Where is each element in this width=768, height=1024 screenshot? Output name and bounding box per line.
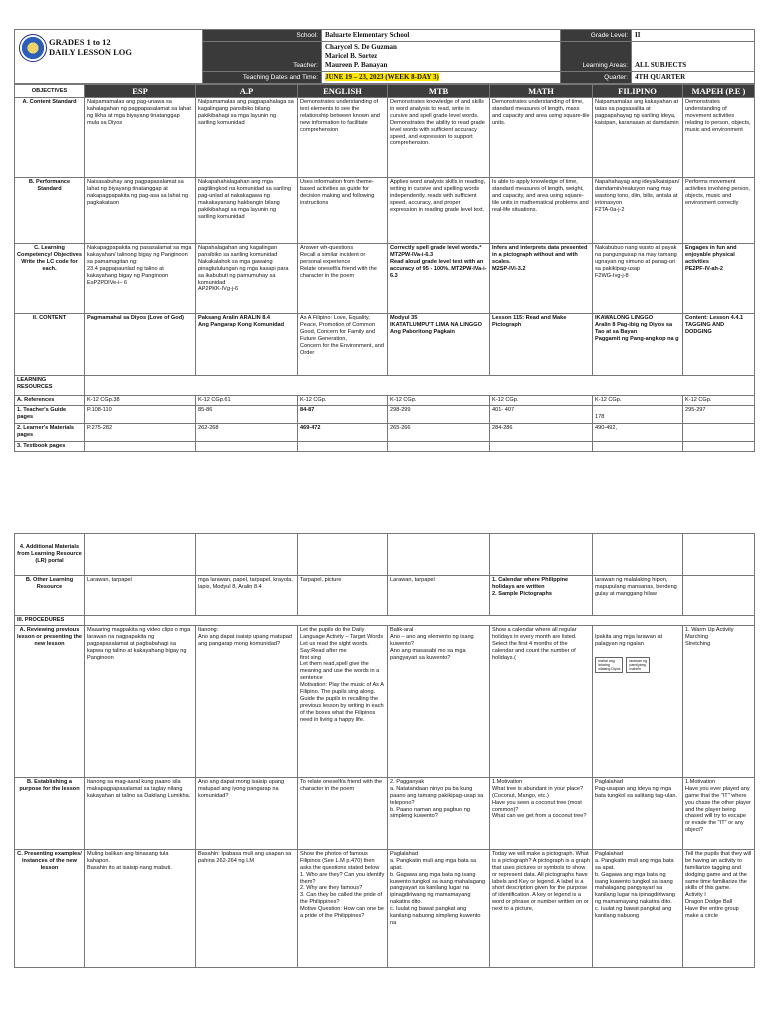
- cell-english: Show the photos of famous Filipinos (See L.M p.470) then asks the questions stated below 1. Who are they? Can you identify them? 2. Why are they famous? 3. Can they be called the pride of the Philippines? Motive Question: How can one be a pride of the Philippines?: [298, 849, 388, 967]
- subject-mtb: MTB: [388, 85, 490, 98]
- cell-filipino: larawan ng malalaking hipon, mapupulang mansanas, berdeng gulay at manggang hilaw: [593, 576, 683, 616]
- row-label: A. Content Standard: [15, 98, 85, 178]
- empty-cell: [85, 376, 755, 396]
- cell-ap: Paksang Aralin ARALIN 8.4 Ang Pangarap Kong Komunidad: [196, 314, 298, 376]
- cell-ap: Naipamamalas ang pagpapahalaga sa kagalingang pansibiko bilang pakikibahagi sa mga layunin ng sariling komunidad: [196, 98, 298, 178]
- quarter-value: 4TH QUARTER: [632, 72, 755, 84]
- cell-mapeh: Engages in fun and enjoyable physical activities PE2PF-IV-ah-2: [683, 244, 755, 314]
- cell-math: Show a calendar where all regular holidays in every month are listed. Select the first 4 months of the calendar and count the number of holidays.(: [490, 625, 593, 777]
- content-row: [15, 314, 755, 376]
- empty-cell: [683, 534, 755, 576]
- procedures-row: [15, 616, 755, 626]
- teachers-guide-row: [15, 405, 755, 423]
- cell-filipino: Paglalahad a. Pangkatin muli ang mga bata sa apat. b. Gagawa ang mga bata ng isang kuwento tungkol sa isang mahalagang pangyayari sa kanilang lugar na ipinagdiriwang ng mamamayang nakatira dito. c. Iuulat ng bawat pangkat ang kanilang nabuong: [593, 849, 683, 967]
- school-value: Baluarte Elementary School: [322, 30, 561, 42]
- row-label: B. Other Learning Resource: [15, 576, 85, 616]
- learning-areas-label: Learning Areas:: [561, 42, 632, 72]
- cell-ap: K-12 CGp.61: [196, 396, 298, 406]
- cell-ap: mga larawan, papel, tarpapel, krayola, lapis, Modyul 8, Aralin 8.4: [196, 576, 298, 616]
- subject-english: ENGLISH: [298, 85, 388, 98]
- cell-esp: Naisasabuhay ang pagpapasalamat sa lahat ng biyayang tinatanggap at nakapagpapakita ng pag-asa sa lahat ng pagkakataon: [85, 178, 196, 244]
- row-label: 4. Additional Materials from Learning Resource (LR) portal: [15, 534, 85, 576]
- cell-mtb: Balik-aral Ano – ano ang elemento ng isang kuwento? Ano ang masasabi mo sa mga pangyayari sa kuwento?: [388, 625, 490, 777]
- subject-header-row: [15, 85, 755, 98]
- empty-cell: [85, 534, 196, 576]
- empty-cell: [490, 441, 593, 451]
- subject-math: MATH: [490, 85, 593, 98]
- row-label: B. Performance Standard: [15, 178, 85, 244]
- cell-esp: Larawan, tarpapel: [85, 576, 196, 616]
- empty-cell: [683, 441, 755, 451]
- cell-filipino: Paglalahad Pag-usapan ang ideya ng mga bata tungkol sa salitang tag-ulan.: [593, 777, 683, 849]
- empty-cell: [593, 441, 683, 451]
- cell-english: To relate oneself/a friend with the character in the poem: [298, 777, 388, 849]
- empty-cell: [388, 441, 490, 451]
- learning-competency-row: [15, 244, 755, 314]
- log-title: GRADES 1 to 12 DAILY LESSON LOG: [49, 37, 132, 57]
- reviewing-row: [15, 625, 755, 777]
- cell-ap: 85-86: [196, 405, 298, 423]
- cell-filipino: K-12 CGp.: [593, 396, 683, 406]
- empty-cell: [298, 534, 388, 576]
- cell-mapeh: Demonstrates understanding of movement activities relating to person, objects, music and environment: [683, 98, 755, 178]
- dates-label: Teaching Dates and Time:: [203, 72, 322, 84]
- empty-cell: [196, 441, 298, 451]
- row-label: A. References: [15, 396, 85, 406]
- cell-ap: 262-268: [196, 423, 298, 441]
- content-standard-row: [15, 98, 755, 178]
- cell-esp: Nakapagpapakita ng pasasalamat sa mga kakayahan/ talinong bigay ng Panginoon sa pamamagitan ng: 23.4 pagpapaunlad ng talino at kakayahang bigay ng Panginoon EsP2PDIVe-i– 6: [85, 244, 196, 314]
- cell-mtb: Applies word analysis skills in reading, writing in cursive and spelling words independently. reads with sufficient speed, accuracy, and proper expression in reading grade level text.: [388, 178, 490, 244]
- cell-math: 1. Calendar where Philippine holidays are written 2. Sample Pictographs: [490, 576, 593, 616]
- cell-filipino: Nakabubuo nang wasto at payak na pangungusap na may tamang ugnayan ng simuno at panag-uri sa pakikipag-usap F2WG-Ivg-j-8: [593, 244, 683, 314]
- cell-mtb: Paglalahad a. Pangkatin muli ang mga bata sa apat. b. Gagawa ang mga bata ng isang kuwento tungkol sa isang mahalagang pangyayari sa kanilang lugar na ipinagdiriwang ng mamamayang nakatira dito. c. Iuulat ng bawat pangkat ang kanilang nabuong simpleng kuwento na: [388, 849, 490, 967]
- cell-mapeh: 1. Warm Up Activity Marching Stretching: [683, 625, 755, 777]
- row-label: LEARNING RESOURCES: [15, 376, 85, 396]
- header-table: [14, 29, 755, 84]
- learning-areas-value: ALL SUBJECTS: [632, 42, 755, 72]
- lesson-table-top: [14, 84, 755, 452]
- cell-filipino: 490-492,: [593, 423, 683, 441]
- deped-seal-icon: [19, 34, 47, 62]
- cell-esp: Maaaring magpakita ng video clips o mga larawan na nagpapakita ng pagpapasalamat at pagbabahagi sa kapwa ng talino at kakayahang bigay ng Panginoon: [85, 625, 196, 777]
- subject-filipino: FILIPINO: [593, 85, 683, 98]
- learning-resources-row: [15, 376, 755, 396]
- establishing-purpose-row: [15, 777, 755, 849]
- objectives-label: OBJECTIVES: [15, 85, 85, 98]
- empty-cell: [298, 441, 388, 451]
- cell-math: 284-286: [490, 423, 593, 441]
- cell-math: Is able to apply knowledge of time, standard measures of length, weight, and capacity, and area using square-tile units in mathematical problems and real-life situations.: [490, 178, 593, 244]
- textbook-pages-row: [15, 441, 755, 451]
- cell-filipino: [593, 625, 683, 777]
- cell-english: 84-87: [298, 405, 388, 423]
- cell-mapeh: 1.Motivation Have you ever played any game that the "IT" where you chase the other player and the player being chased will try to escape or evade the "IT" or any object?: [683, 777, 755, 849]
- cell-mapeh: K-12 CGp.: [683, 396, 755, 406]
- teacher-value: Charycel S. De Guzman Maricel B. Sortez Maureen P. Banayan: [322, 42, 561, 72]
- empty-cell: [85, 441, 196, 451]
- header-logo-cell: [15, 30, 203, 84]
- school-label: School:: [203, 30, 322, 42]
- cell-mtb: Larawan, tarpapel: [388, 576, 490, 616]
- lesson-table-bottom: [14, 533, 755, 968]
- cell-english: Answer wh-questions Recall a similar incident or personal experience Relate oneself/a friend with the character in the poem: [298, 244, 388, 314]
- cell-english: 469-472: [298, 423, 388, 441]
- row-label: C. Presenting examples/ instances of the new lesson: [15, 849, 85, 967]
- cell-esp: Muling balikan ang binasang tula kahapon. Basahin ito at isaisip nang mabuti.: [85, 849, 196, 967]
- cell-math: 1.Motivation What tree is abundant in your place? (Coconut, Mango, etc.) Have you seen a coconut tree (most common)? What can we get from a coconut tree?: [490, 777, 593, 849]
- row-label: III. PROCEDURES: [15, 616, 85, 626]
- learners-materials-row: [15, 423, 755, 441]
- dates-value: JUNE 19 – 23, 2023 (WEEK 8-DAY 3): [325, 73, 439, 81]
- performance-standard-row: [15, 178, 755, 244]
- cell-mtb: Correctly spell grade level words.* MT2PW-IVa-i-6.3 Read aloud grade level text with an accuracy of 95 - 100%. MT2PW-IVa-i-6.3: [388, 244, 490, 314]
- row-label: II. CONTENT: [15, 314, 85, 376]
- cell-esp: P.108-110: [85, 405, 196, 423]
- filipino-review-text: Ipakita ang mga larawan at palagyan ng ngalan: [595, 633, 663, 647]
- cell-esp: P.275-282: [85, 423, 196, 441]
- subject-mapeh: MAPEH (P.E ): [683, 85, 755, 98]
- picture-label-box: larawan ng pamilyang mahirin: [626, 657, 650, 674]
- cell-math: Lesson 115: Read and Make Pictograph: [490, 314, 593, 376]
- cell-ap: Basahin: Ipabasa muli ang usapan sa pahina 262-264 ng LM: [196, 849, 298, 967]
- empty-cell: [490, 534, 593, 576]
- cell-mtb: 298-299: [388, 405, 490, 423]
- cell-mtb: Modyul 35 IKATATLUMPU'T LIMA NA LINGGO Ang Paboritong Pagkain: [388, 314, 490, 376]
- cell-mapeh: Content: Lesson 4.4.1 TAGGING AND DODGING: [683, 314, 755, 376]
- grade-level-value: II: [632, 30, 755, 42]
- row-label: C. Learning Competency/ Objectives Write the LC code for each.: [15, 244, 85, 314]
- cell-mapeh: [683, 576, 755, 616]
- dll-page-top: [14, 29, 754, 452]
- cell-english: As A Filipino: Love, Equality, Peace, Promotion of Common Good, Concern for Family and Future Generation, Concern for the Environment, and Order: [298, 314, 388, 376]
- grade-level-label: Grade Level:: [561, 30, 632, 42]
- cell-ap: Nakapahahalagahan ang mga paglilingkod na komunidad sa sariling pag-unlad at nakakagawa ng makakayanang hakbangin bilang pakikibahagi sa mga layunin ng sariling komunidad: [196, 178, 298, 244]
- empty-cell: [388, 534, 490, 576]
- presenting-examples-row: [15, 849, 755, 967]
- row-label: B. Establishing a purpose for the lesson: [15, 777, 85, 849]
- cell-english: K-12 CGp.: [298, 396, 388, 406]
- cell-mtb: 265-266: [388, 423, 490, 441]
- cell-mapeh: [683, 423, 755, 441]
- cell-mtb: K-12 CGp.: [388, 396, 490, 406]
- cell-mapeh: Performs movement activities involving person, objects, music and environment correctly: [683, 178, 755, 244]
- teacher-label: Teacher:: [203, 42, 322, 72]
- empty-cell: [196, 534, 298, 576]
- cell-math: 401- 407: [490, 405, 593, 423]
- quarter-label: Quarter:: [561, 72, 632, 84]
- subject-ap: A.P: [196, 85, 298, 98]
- row-label: 2. Learner's Materials pages: [15, 423, 85, 441]
- picture-label-box: mahal ang lahatng nilalang Diyos: [595, 657, 623, 674]
- cell-mapeh: Tell the pupils that they will be having an activity to familiarize tagging and dodging game and at the same time familiarize the skills of this game. Activity I Dragon Dodge Ball Have the entire group make a circle: [683, 849, 755, 967]
- cell-filipino: Napahahayag ang ideya/kaisipan/ damdamin/reaksyon nang may wastong tono, diin, bilis, antala at intonasyon F2TA-0a-j-2: [593, 178, 683, 244]
- cell-math: Demonstrates understanding of time, standard measures of length, mass and capacity and area using square-tile units.: [490, 98, 593, 178]
- cell-esp: Pagmamahal sa Diyos (Love of God): [85, 314, 196, 376]
- cell-esp: Naipamamalas ang pag-unawa sa kahalagahan ng pagpapasalamat sa lahat ng likha at mga biyayang tinatanggap mula sa Diyos: [85, 98, 196, 178]
- subject-esp: ESP: [85, 85, 196, 98]
- cell-filipino: IKAWALONG LINGGO Aralin 8 Pag-ibig ng Diyos sa Tao at sa Bayan Paggamit ng Pang-angkop na g: [593, 314, 683, 376]
- cell-mtb: 2. Pagganyak a. Natatandaan ninyo pa ba kung paano ang tamang pakikipag-usap sa telepono? b. Paano naman ang pagbuo ng simpleng kuwento?: [388, 777, 490, 849]
- cell-ap: Napahalagahan ang kagalingan pansibiko sa sariling komunidad Nakakalahok sa mga gawaing pinagtutulungan ng mga kasapi para sa ikabubuti ng pamumuhay sa komunidad AP2PKK-IVg-j-6: [196, 244, 298, 314]
- cell-ap: Ano ang dapat mong isaisip upang matupad ang iyong pangarap na komunidad?: [196, 777, 298, 849]
- empty-cell: [593, 534, 683, 576]
- cell-esp: K-12 CGp.38: [85, 396, 196, 406]
- row-label: A. Reviewing previous lesson or presenting the new lesson: [15, 625, 85, 777]
- additional-materials-row: [15, 534, 755, 576]
- cell-english: Tarpapel, picture: [298, 576, 388, 616]
- cell-math: Infers and interprets data presented in a pictograph without and with scales. M2SP-IVi-3.2: [490, 244, 593, 314]
- cell-english: Demonstrates understanding of text elements to see the relationship between known and new information to facilitate comprehension: [298, 98, 388, 178]
- cell-mtb: Demonstrates knowledge of and skills in word analysis to read, write in cursive and spell grade level words. Demonstrates the ability to read grade level words with sufficient accuracy speed, and expression to support comprehension.: [388, 98, 490, 178]
- empty-cell: [85, 616, 755, 626]
- cell-mapeh: 295-297: [683, 405, 755, 423]
- row-label: 3. Textbook pages: [15, 441, 85, 451]
- cell-math: Today we will make a pictograph. What is a pictograph? A pictograph is a graph that uses pictures or symbols to show or represent data. All pictographs have labels and Key or legend. A label is a short description given for the purpose of identification. A key or legend is a word or phrase or number written on or next to a picture,: [490, 849, 593, 967]
- cell-math: K-12 CGp.: [490, 396, 593, 406]
- cell-english: Let the pupils do the Daily Language Activity – Target Words Let us read the sight words. Say:Read after me first sing Let them read,spell give the meaning and use the words in a sentence Motivation: Play the music of As A Filipino. The pupils sing along. Guide the pupils in recalling the previous lesson by writing in each of the boxes what the Filipinos need in living a happy life.: [298, 625, 388, 777]
- cell-esp: Itanong sa mag-aaral kung paano sila makapagpapasalamat sa taglay nilang kakayahan at talino sa Dakilang Lumikha.: [85, 777, 196, 849]
- dates-value-cell: [322, 72, 561, 84]
- dll-page-bottom: [14, 533, 754, 968]
- references-row: [15, 396, 755, 406]
- cell-filipino: 178: [593, 405, 683, 423]
- cell-filipino: Naipamamalas ang kakayahan at tatas sa pagsasalita at pagpapahayag ng sariling ideya, kaisipan, karanasan at damdamin: [593, 98, 683, 178]
- other-resources-row: [15, 576, 755, 616]
- row-label: 1. Teacher's Guide pages: [15, 405, 85, 423]
- cell-english: Uses information from theme-based activities as guide for decision making and following instructions: [298, 178, 388, 244]
- cell-ap: Itanong: Ano ang dapat isaisip upang matupad ang pangarap mong komunidad?: [196, 625, 298, 777]
